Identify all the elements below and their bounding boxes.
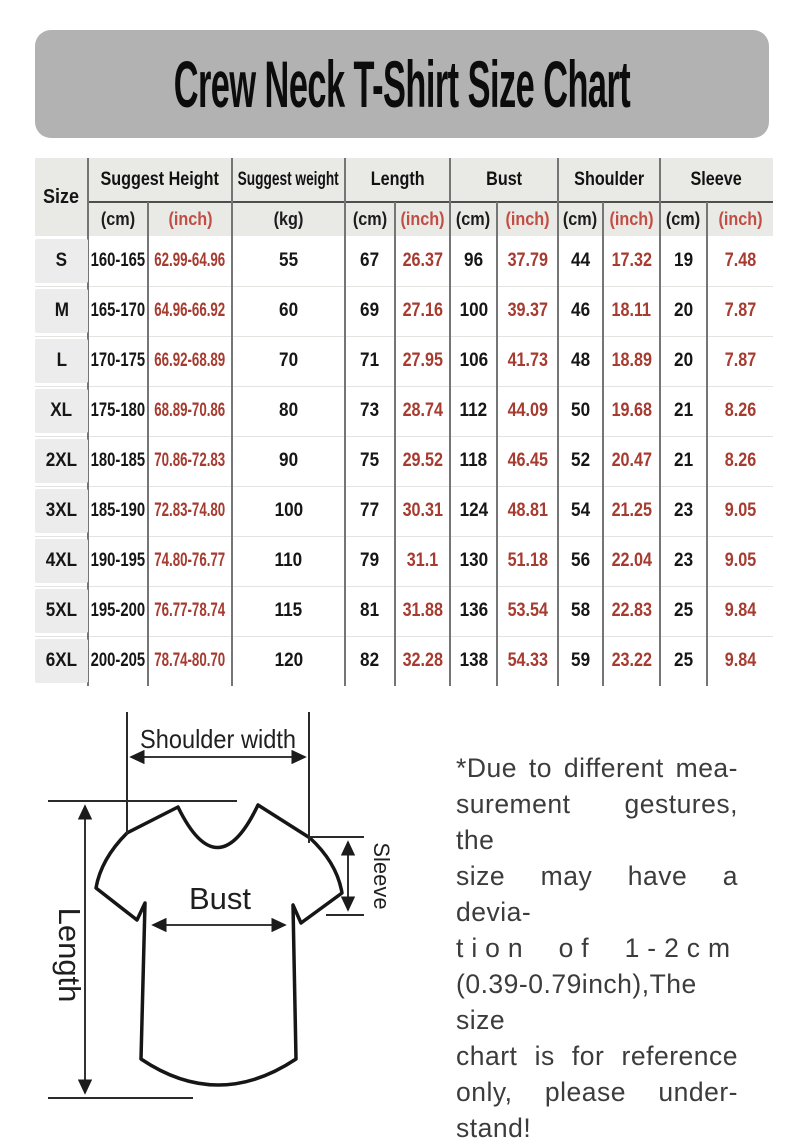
measurement-note [456,750,738,1146]
table-cell [450,586,497,636]
table-cell-text: 9.05 [724,500,756,521]
column-subheader-text: (kg) [273,208,304,229]
table-cell [148,436,232,486]
table-cell-text: 7.87 [724,350,756,371]
table-cell-text: 69 [360,300,380,321]
table-cell [148,286,232,336]
column-group-header [558,158,660,202]
table-cell [450,436,497,486]
table-cell-text: 96 [463,250,484,271]
table-cell-text: 46 [570,300,591,321]
table-cell-text: 185-190 [90,500,146,521]
table-cell [232,236,345,286]
table-cell [497,586,558,636]
table-cell-text: 26.37 [402,250,443,271]
table-cell-text: 32.28 [402,650,443,671]
table-cell-text: 100 [274,500,303,521]
column-subheader [450,202,497,236]
table-cell-text: 136 [459,600,488,621]
table-cell-text: 25 [673,600,694,621]
column-group-header-text: Suggest weight [237,169,340,190]
size-cell-text: 2XL [45,450,78,471]
table-cell [345,486,395,536]
table-cell [345,336,395,386]
table-cell-text: 48 [570,350,591,371]
table-cell [707,336,773,386]
table-cell [148,386,232,436]
size-column-header-text: Size [43,185,80,208]
table-cell [707,486,773,536]
size-cell-text: 6XL [45,650,78,671]
table-cell-text: 51.18 [507,550,548,571]
note-line: stand! [456,1113,532,1143]
table-cell-text: 9.05 [724,550,756,571]
table-cell-text: 9.84 [724,600,756,621]
note-line: *Due to different mea- [456,753,738,783]
table-cell [450,636,497,686]
table-cell [603,236,660,286]
shoulder-width-label: Shoulder width [140,724,296,754]
table-cell [395,286,450,336]
size-cell-text: L [56,350,67,371]
table-cell [345,386,395,436]
column-subheader [707,202,773,236]
table-cell [148,586,232,636]
table-cell [232,286,345,336]
table-cell [660,536,707,586]
title-banner [35,30,769,138]
table-cell [88,586,148,636]
column-subheader-text: (inch) [400,208,445,229]
table-cell [88,436,148,486]
table-cell-text: 75 [360,450,380,471]
column-subheader-text: (inch) [167,208,213,229]
table-cell-text: 48.81 [507,500,548,521]
table-cell-text: 37.79 [507,250,548,271]
table-cell [660,436,707,486]
table-cell-text: 66.92-68.89 [154,350,226,371]
size-cell [35,239,88,283]
table-cell [345,236,395,286]
column-subheader-text: (cm) [563,208,598,229]
table-cell-text: 138 [459,650,488,671]
size-cell [35,339,88,383]
table-cell [707,286,773,336]
table-cell-text: 115 [274,600,303,621]
table-cell-text: 124 [459,500,488,521]
column-subheader [497,202,558,236]
size-cell [35,639,88,683]
table-cell-text: 70.86-72.83 [154,450,226,471]
column-group-header [660,158,773,202]
table-cell-text: 70 [278,350,299,371]
table-cell-text: 106 [459,350,488,371]
table-cell-text: 19.68 [611,400,652,421]
column-subheader-text: (inch) [505,208,550,229]
table-cell-text: 80 [278,400,299,421]
table-cell [558,286,603,336]
note-line: only, please under- [456,1077,738,1107]
table-cell-text: 20.47 [611,450,652,471]
table-cell [497,336,558,386]
table-cell-text: 21 [673,450,694,471]
table-cell [450,236,497,286]
table-cell-text: 76.77-78.74 [154,600,226,621]
note-line: (0.39-0.79inch),The size [456,969,697,1035]
table-cell [88,286,148,336]
table-cell-text: 55 [278,250,299,271]
table-cell-text: 54.33 [507,650,548,671]
column-group-header [345,158,450,202]
table-cell [558,336,603,386]
table-cell-text: 31.1 [406,550,439,571]
table-cell-text: 19 [673,250,694,271]
size-cell [35,589,88,633]
note-line: chart is for reference [456,1041,738,1071]
table-cell [345,636,395,686]
table-cell-text: 90 [278,450,299,471]
size-cell [35,289,88,333]
column-subheader-text: (inch) [609,208,654,229]
table-cell [395,586,450,636]
table-cell [148,486,232,536]
column-group-header-text: Bust [486,169,522,190]
table-cell [395,236,450,286]
tshirt-outline [96,805,342,1085]
table-cell [232,586,345,636]
note-line: tion of 1-2cm [456,933,738,963]
table-cell [232,336,345,386]
column-group-header [88,158,232,202]
table-cell-text: 23 [673,500,694,521]
table-cell [450,286,497,336]
column-group-header-text: Shoulder [574,169,644,190]
table-cell [707,436,773,486]
table-cell-text: 41.73 [507,350,548,371]
table-cell [603,386,660,436]
table-cell [395,536,450,586]
table-cell-text: 73 [360,400,380,421]
table-cell [88,636,148,686]
table-cell-text: 120 [274,650,303,671]
table-cell [603,536,660,586]
table-cell-text: 17.32 [611,250,652,271]
table-cell [148,636,232,686]
table-cell [395,336,450,386]
table-cell-text: 9.84 [724,650,756,671]
table-cell [603,336,660,386]
note-line: size may have a devia- [456,861,738,927]
table-cell-text: 53.54 [507,600,548,621]
column-subheader-text: (cm) [100,208,136,229]
table-cell [148,536,232,586]
table-cell [603,286,660,336]
size-cell-text: S [55,250,68,271]
table-cell [88,236,148,286]
table-cell [707,586,773,636]
table-cell [497,436,558,486]
table-cell-text: 67 [360,250,380,271]
table-cell [603,436,660,486]
table-cell [232,436,345,486]
table-cell-text: 27.95 [402,350,443,371]
table-cell [88,536,148,586]
table-cell-text: 200-205 [90,650,146,671]
table-cell [660,336,707,386]
column-group-header [450,158,558,202]
size-cell [35,539,88,583]
table-cell [558,636,603,686]
table-cell-text: 28.74 [402,400,443,421]
table-cell [707,386,773,436]
column-group-header [232,158,345,202]
table-cell [707,536,773,586]
table-cell [450,486,497,536]
table-cell-text: 54 [570,500,591,521]
table-cell-text: 18.11 [611,300,652,321]
column-group-header-text: Suggest Height [100,169,220,190]
size-cell-text: M [54,300,69,321]
column-subheader [395,202,450,236]
table-cell-text: 165-170 [90,300,146,321]
table-cell [660,636,707,686]
table-cell [558,536,603,586]
table-cell [148,336,232,386]
table-cell-text: 7.48 [724,250,756,271]
table-cell [232,386,345,436]
table-cell [395,636,450,686]
table-cell-text: 23 [673,550,694,571]
table-cell [497,386,558,436]
table-cell-text: 195-200 [90,600,146,621]
table-cell-text: 60 [278,300,299,321]
column-subheader-text: (inch) [717,208,763,229]
column-subheader-text: (cm) [352,208,388,229]
table-cell-text: 7.87 [724,300,756,321]
table-cell-text: 8.26 [724,400,756,421]
length-label: Length [52,907,87,1003]
table-cell-text: 77 [360,500,380,521]
column-group-header-text: Sleeve [690,169,743,190]
table-cell-text: 170-175 [90,350,146,371]
column-subheader [345,202,395,236]
table-cell [395,386,450,436]
table-cell [707,236,773,286]
table-cell-text: 130 [459,550,488,571]
table-cell-text: 8.26 [724,450,756,471]
table-cell [232,486,345,536]
table-cell-text: 21 [673,400,694,421]
table-cell-text: 46.45 [507,450,548,471]
table-cell [88,386,148,436]
table-cell [660,286,707,336]
table-cell-text: 23.22 [611,650,652,671]
table-cell [497,536,558,586]
table-cell-text: 50 [570,400,591,421]
bust-label: Bust [188,881,252,916]
table-cell-text: 20 [673,300,694,321]
size-cell-text: 3XL [45,500,78,521]
table-cell [450,536,497,586]
table-cell-text: 68.89-70.86 [154,400,226,421]
table-cell-text: 22.04 [611,550,652,571]
column-subheader-text: (cm) [666,208,701,229]
table-cell-text: 110 [274,550,303,571]
table-cell-text: 22.83 [611,600,652,621]
table-cell [497,236,558,286]
table-cell [345,286,395,336]
table-cell [707,636,773,686]
table-cell-text: 74.80-76.77 [154,550,226,571]
table-cell-text: 18.89 [611,350,652,371]
column-subheader [88,202,148,236]
table-cell-text: 44.09 [507,400,548,421]
table-cell-text: 59 [570,650,591,671]
table-cell-text: 64.96-66.92 [154,300,226,321]
page-title: Crew Neck T-Shirt Size Chart [173,47,631,121]
column-subheader [603,202,660,236]
table-cell-text: 100 [459,300,488,321]
tshirt-measurement-diagram [15,693,440,1123]
table-cell-text: 180-185 [90,450,146,471]
table-cell [558,436,603,486]
column-group-header-text: Length [370,169,425,190]
table-cell-text: 82 [360,650,380,671]
table-cell-text: 52 [570,450,591,471]
size-cell-text: XL [50,400,73,421]
table-cell-text: 112 [459,400,488,421]
column-subheader [232,202,345,236]
table-cell [88,486,148,536]
table-cell-text: 79 [360,550,380,571]
table-cell-text: 29.52 [402,450,443,471]
table-cell [603,586,660,636]
column-subheader [558,202,603,236]
table-cell-text: 58 [570,600,591,621]
size-cell [35,489,88,533]
table-cell [450,336,497,386]
table-cell [345,536,395,586]
table-cell [395,486,450,536]
table-cell [603,636,660,686]
table-cell-text: 39.37 [507,300,548,321]
table-cell-text: 71 [360,350,380,371]
table-cell [603,486,660,536]
table-cell [660,586,707,636]
table-cell [232,636,345,686]
table-cell-text: 44 [570,250,591,271]
table-cell-text: 118 [459,450,488,471]
table-cell [395,436,450,486]
size-cell-text: 4XL [45,550,78,571]
table-cell [660,486,707,536]
table-cell-text: 56 [570,550,591,571]
table-cell [558,486,603,536]
table-cell-text: 20 [673,350,694,371]
table-cell-text: 78.74-80.70 [154,650,226,671]
column-subheader [148,202,232,236]
table-cell [558,586,603,636]
column-subheader [660,202,707,236]
table-cell-text: 160-165 [90,250,146,271]
table-cell [497,486,558,536]
table-cell-text: 81 [360,600,380,621]
table-cell [558,236,603,286]
size-cell [35,439,88,483]
column-subheader-text: (cm) [456,208,491,229]
table-cell-text: 30.31 [402,500,443,521]
table-cell [88,336,148,386]
table-cell [660,236,707,286]
table-cell [497,636,558,686]
table-cell-text: 62.99-64.96 [154,250,226,271]
table-cell-text: 21.25 [611,500,652,521]
table-cell-text: 31.88 [402,600,443,621]
table-cell-text: 72.83-74.80 [154,500,226,521]
table-cell [345,586,395,636]
table-cell-text: 175-180 [90,400,146,421]
table-cell [558,386,603,436]
table-cell [660,386,707,436]
size-column-header [35,158,88,236]
table-cell [450,386,497,436]
table-cell [497,286,558,336]
size-table [35,158,773,686]
size-cell-text: 5XL [45,600,78,621]
table-cell [148,236,232,286]
table-cell-text: 190-195 [90,550,146,571]
table-cell [345,436,395,486]
size-cell [35,389,88,433]
table-cell [232,536,345,586]
note-line: surement gestures, the [456,789,738,855]
sleeve-label: Sleeve [369,842,394,910]
table-cell-text: 27.16 [402,300,443,321]
table-cell-text: 25 [673,650,694,671]
